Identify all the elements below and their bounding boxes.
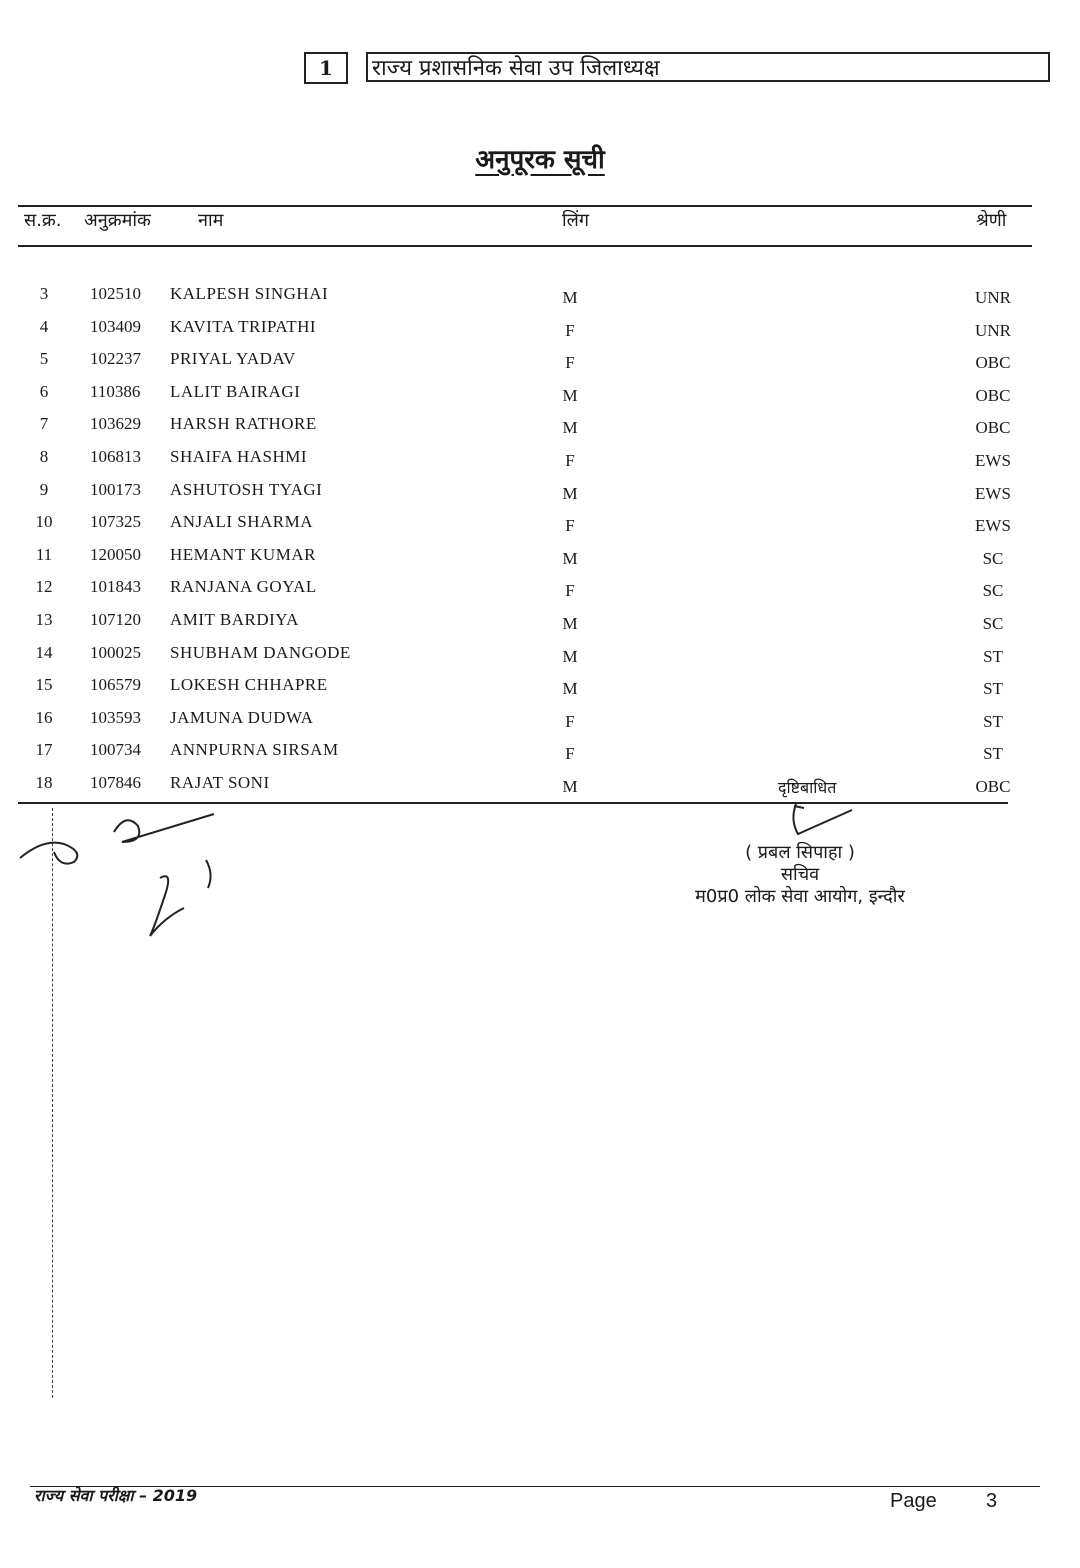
- signatory-name: ( प्रबल सिपाहा ): [745, 842, 855, 863]
- cell-name: KAVITA TRIPATHI: [170, 316, 317, 336]
- handwritten-annotation: [14, 808, 234, 948]
- cell-name: ANJALI SHARMA: [170, 512, 313, 532]
- cell-category: ST: [983, 744, 1003, 764]
- cell-roll-number: 110386: [90, 381, 141, 401]
- table-row: [0, 349, 1080, 381]
- cell-name: SHAIFA HASHMI: [170, 447, 308, 466]
- cell-roll-number: 101843: [90, 577, 141, 597]
- cell-roll-number: 120050: [90, 544, 141, 564]
- cell-gender: F: [565, 711, 575, 731]
- signatory-organization: म0प्र0 लोक सेवा आयोग, इन्दौर: [695, 886, 905, 907]
- table-row: [0, 577, 1080, 609]
- table-row: [0, 317, 1080, 349]
- table-row: [0, 610, 1080, 642]
- column-header-roll: अनुक्रमांक: [84, 210, 151, 231]
- table-header-rule: [18, 245, 1032, 247]
- table-row: [0, 675, 1080, 707]
- cell-name: RAJAT SONI: [170, 773, 270, 792]
- cell-sr: 13: [35, 610, 53, 629]
- cell-gender: M: [562, 385, 578, 405]
- cell-roll-number: 106579: [90, 675, 141, 695]
- table-row: [0, 545, 1080, 577]
- cell-name: AMIT BARDIYA: [170, 610, 299, 629]
- cell-category: SC: [982, 581, 1004, 601]
- cell-roll-number: 106813: [90, 447, 141, 466]
- cell-roll-number: 107846: [90, 773, 141, 792]
- table-row: [0, 284, 1080, 316]
- cell-name: KALPESH SINGHAI: [170, 284, 329, 303]
- cell-sr: 8: [39, 447, 49, 466]
- table-row: [0, 512, 1080, 544]
- cell-category: EWS: [975, 451, 1011, 470]
- cell-roll-number: 103409: [90, 316, 141, 336]
- column-header-category: श्रेणी: [976, 210, 1007, 231]
- section-number: 1: [304, 52, 348, 84]
- cell-roll-number: 107120: [90, 610, 141, 629]
- footer-page-label: Page: [890, 1490, 937, 1512]
- footer-exam-label: राज्य सेवा परीक्षा – 2019: [34, 1486, 198, 1505]
- cell-name: PRIYAL YADAV: [170, 349, 296, 369]
- cell-category: OBC: [975, 418, 1011, 438]
- cell-category: UNR: [975, 320, 1011, 340]
- cell-category: OBC: [975, 385, 1011, 405]
- table-row: [0, 382, 1080, 414]
- section-title: राज्य प्रशासनिक सेवा उप जिलाध्यक्ष: [366, 52, 1050, 82]
- cell-gender: M: [562, 614, 578, 633]
- cell-roll-number: 107325: [90, 512, 141, 532]
- table-row: [0, 740, 1080, 772]
- cell-name: SHUBHAM DANGODE: [170, 642, 351, 662]
- page-title-text: अनुपूरक सूची: [475, 145, 605, 175]
- cell-sr: 9: [39, 479, 49, 499]
- cell-roll-number: 100734: [90, 740, 141, 760]
- cell-name: JAMUNA DUDWA: [170, 707, 314, 727]
- cell-category: EWS: [975, 483, 1011, 503]
- cell-gender: M: [562, 548, 578, 568]
- cell-name: HEMANT KUMAR: [170, 544, 316, 564]
- cell-gender: F: [565, 320, 575, 340]
- cell-gender: M: [562, 646, 578, 666]
- cell-category: SC: [982, 614, 1004, 633]
- table-row: [0, 643, 1080, 675]
- cell-gender: F: [565, 451, 575, 470]
- cell-category: SC: [982, 548, 1004, 568]
- cell-name: ASHUTOSH TYAGI: [170, 479, 323, 499]
- cell-gender: M: [562, 288, 578, 307]
- column-header-gender: लिंग: [562, 210, 589, 231]
- footer-page-number: 3: [986, 1490, 998, 1512]
- column-header-sr: स.क्र.: [24, 210, 62, 231]
- cell-sr: 6: [39, 381, 49, 401]
- cell-sr: 14: [35, 642, 53, 662]
- cell-sr: 17: [35, 740, 53, 760]
- table-row: [0, 773, 1080, 805]
- cell-category: ST: [983, 646, 1003, 666]
- cell-sr: 3: [39, 284, 49, 303]
- cell-gender: M: [562, 777, 578, 796]
- cell-roll-number: 102237: [90, 349, 141, 369]
- cell-gender: M: [562, 418, 578, 438]
- cell-category: OBC: [975, 353, 1011, 373]
- cell-name: LALIT BAIRAGI: [170, 381, 301, 401]
- cell-category: EWS: [975, 516, 1011, 536]
- cell-sr: 4: [39, 316, 49, 336]
- cell-sr: 12: [35, 577, 53, 597]
- cell-name: HARSH RATHORE: [170, 414, 317, 434]
- cell-roll-number: 103593: [90, 707, 141, 727]
- cell-sr: 18: [35, 773, 53, 792]
- cell-name: ANNPURNA SIRSAM: [170, 740, 339, 760]
- table-row: [0, 414, 1080, 446]
- cell-roll-number: 103629: [90, 414, 141, 434]
- cell-sr: 16: [35, 707, 53, 727]
- signatory-block: [660, 842, 940, 908]
- cell-gender: M: [562, 483, 578, 503]
- table-row: [0, 447, 1080, 479]
- table-top-rule: [18, 205, 1032, 207]
- table-row: [0, 708, 1080, 740]
- cell-sr: 10: [35, 512, 53, 532]
- cell-gender: M: [562, 679, 578, 699]
- remark-visually-impaired: दृष्टिबाधित: [778, 778, 837, 797]
- column-header-name: नाम: [198, 210, 224, 231]
- cell-name: RANJANA GOYAL: [170, 577, 317, 597]
- cell-sr: 11: [35, 544, 53, 564]
- cell-category: ST: [983, 679, 1003, 699]
- table-row: [0, 480, 1080, 512]
- cell-name: LOKESH CHHAPRE: [170, 675, 328, 695]
- margin-line: [52, 808, 53, 1398]
- cell-gender: F: [565, 353, 575, 373]
- cell-sr: 5: [39, 349, 49, 369]
- cell-roll-number: 100025: [90, 642, 141, 662]
- cell-sr: 15: [35, 675, 53, 695]
- cell-gender: F: [565, 581, 575, 601]
- cell-category: ST: [983, 711, 1003, 731]
- cell-gender: F: [565, 744, 575, 764]
- cell-roll-number: 102510: [90, 284, 141, 303]
- cell-roll-number: 100173: [90, 479, 141, 499]
- cell-category: UNR: [975, 288, 1011, 307]
- cell-gender: F: [565, 516, 575, 536]
- page-title: [0, 140, 1080, 176]
- cell-category: OBC: [975, 777, 1011, 796]
- cell-sr: 7: [39, 414, 49, 434]
- signatory-designation: सचिव: [780, 864, 820, 885]
